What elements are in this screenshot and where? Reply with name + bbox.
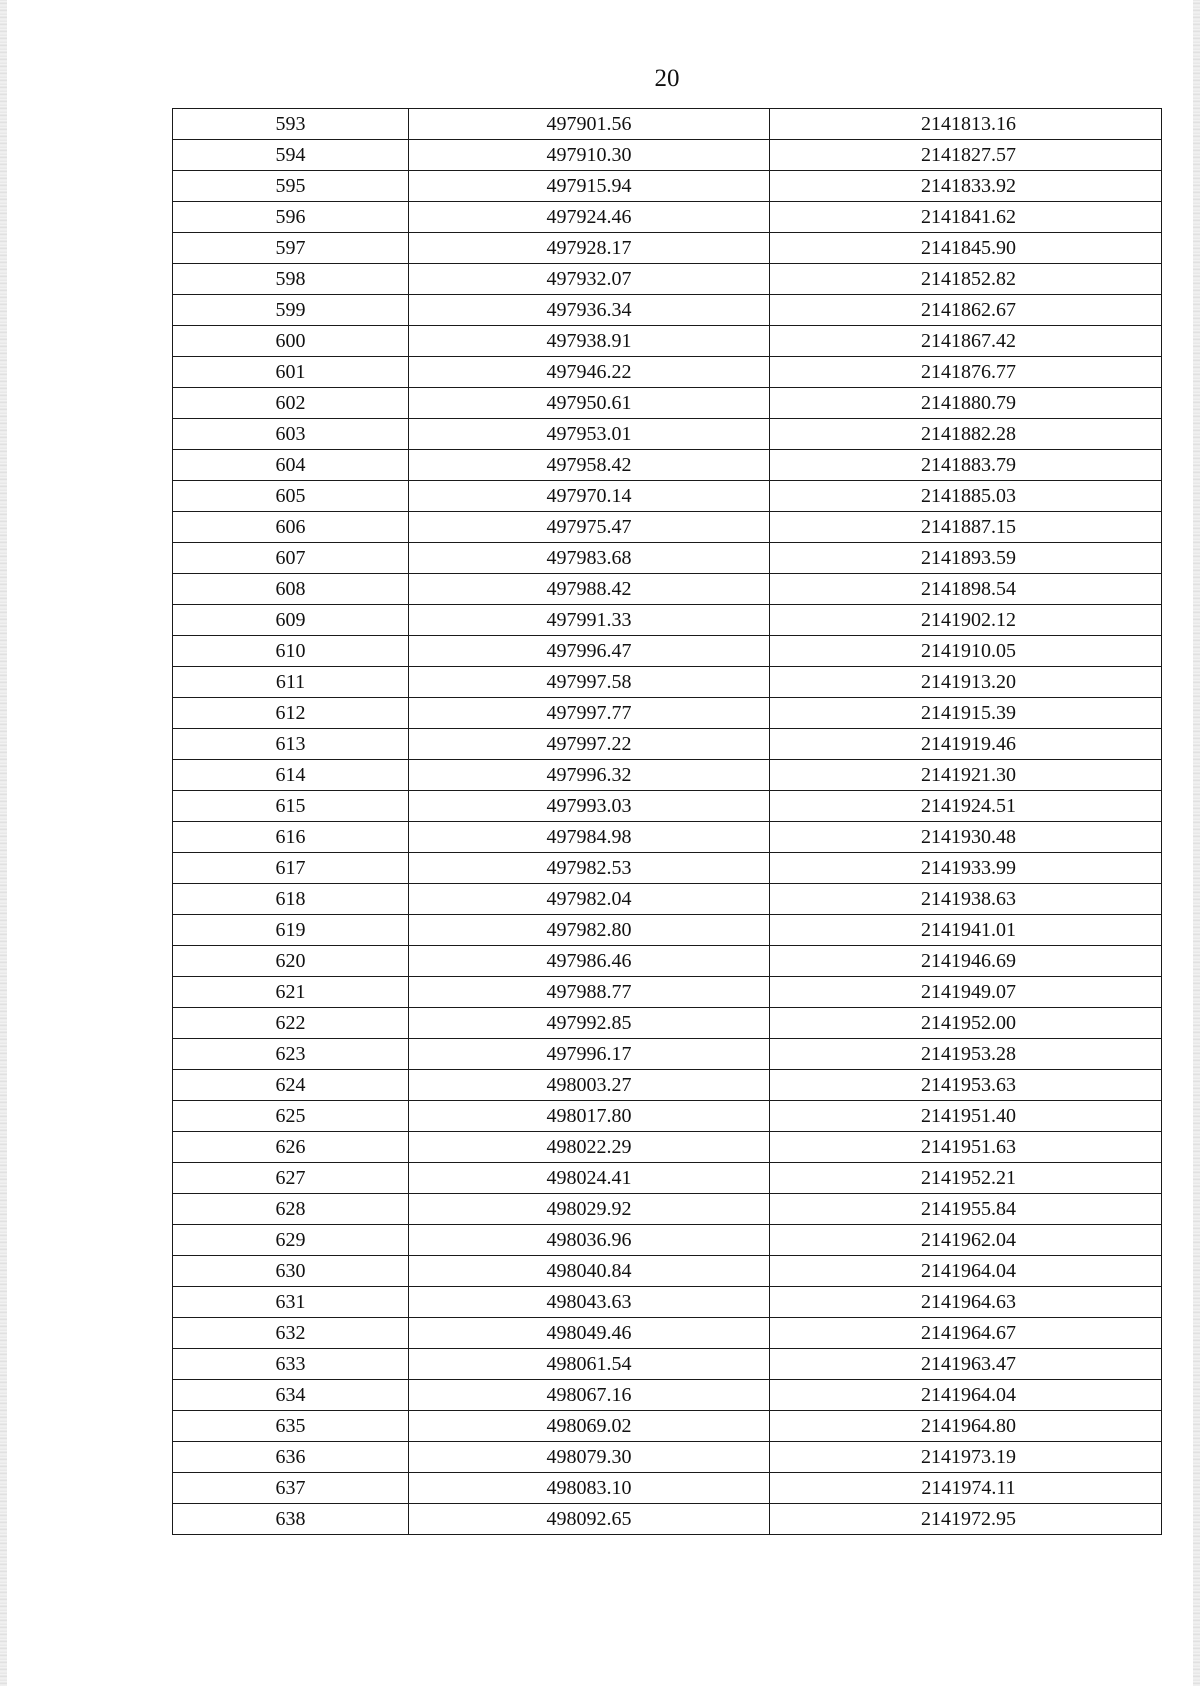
- x-coordinate-cell: 497993.03: [409, 791, 770, 822]
- table-row: [173, 977, 1162, 1008]
- y-coordinate-cell: 2141953.28: [770, 1039, 1162, 1070]
- x-coordinate-cell: 497986.46: [409, 946, 770, 977]
- y-coordinate-cell: 2141902.12: [770, 605, 1162, 636]
- y-coordinate-cell: 2141953.63: [770, 1070, 1162, 1101]
- point-number-cell: 626: [173, 1132, 409, 1163]
- x-coordinate-cell: 497988.42: [409, 574, 770, 605]
- y-coordinate-cell: 2141913.20: [770, 667, 1162, 698]
- point-number-cell: 624: [173, 1070, 409, 1101]
- x-coordinate-cell: 497901.56: [409, 109, 770, 140]
- scan-edge-left: [0, 0, 7, 1686]
- y-coordinate-cell: 2141964.67: [770, 1318, 1162, 1349]
- coordinate-table-body: [173, 109, 1162, 1535]
- x-coordinate-cell: 497982.80: [409, 915, 770, 946]
- y-coordinate-cell: 2141893.59: [770, 543, 1162, 574]
- table-row: [173, 1411, 1162, 1442]
- y-coordinate-cell: 2141952.21: [770, 1163, 1162, 1194]
- x-coordinate-cell: 497953.01: [409, 419, 770, 450]
- table-row: [173, 481, 1162, 512]
- point-number-cell: 625: [173, 1101, 409, 1132]
- y-coordinate-cell: 2141941.01: [770, 915, 1162, 946]
- point-number-cell: 632: [173, 1318, 409, 1349]
- table-row: [173, 1163, 1162, 1194]
- y-coordinate-cell: 2141973.19: [770, 1442, 1162, 1473]
- point-number-cell: 617: [173, 853, 409, 884]
- point-number-cell: 637: [173, 1473, 409, 1504]
- table-row: [173, 1225, 1162, 1256]
- table-row: [173, 605, 1162, 636]
- point-number-cell: 620: [173, 946, 409, 977]
- point-number-cell: 628: [173, 1194, 409, 1225]
- y-coordinate-cell: 2141880.79: [770, 388, 1162, 419]
- y-coordinate-cell: 2141974.11: [770, 1473, 1162, 1504]
- table-row: [173, 140, 1162, 171]
- table-row: [173, 388, 1162, 419]
- x-coordinate-cell: 498043.63: [409, 1287, 770, 1318]
- y-coordinate-cell: 2141946.69: [770, 946, 1162, 977]
- table-row: [173, 1008, 1162, 1039]
- y-coordinate-cell: 2141867.42: [770, 326, 1162, 357]
- point-number-cell: 633: [173, 1349, 409, 1380]
- point-number-cell: 627: [173, 1163, 409, 1194]
- table-row: [173, 1442, 1162, 1473]
- table-row: [173, 357, 1162, 388]
- y-coordinate-cell: 2141898.54: [770, 574, 1162, 605]
- y-coordinate-cell: 2141882.28: [770, 419, 1162, 450]
- table-row: [173, 698, 1162, 729]
- x-coordinate-cell: 498049.46: [409, 1318, 770, 1349]
- y-coordinate-cell: 2141876.77: [770, 357, 1162, 388]
- table-row: [173, 450, 1162, 481]
- table-row: [173, 109, 1162, 140]
- x-coordinate-cell: 497997.77: [409, 698, 770, 729]
- x-coordinate-cell: 497988.77: [409, 977, 770, 1008]
- x-coordinate-cell: 497950.61: [409, 388, 770, 419]
- x-coordinate-cell: 498079.30: [409, 1442, 770, 1473]
- x-coordinate-cell: 498036.96: [409, 1225, 770, 1256]
- table-row: [173, 264, 1162, 295]
- table-row: [173, 1039, 1162, 1070]
- y-coordinate-cell: 2141924.51: [770, 791, 1162, 822]
- table-row: [173, 1256, 1162, 1287]
- point-number-cell: 604: [173, 450, 409, 481]
- x-coordinate-cell: 497910.30: [409, 140, 770, 171]
- x-coordinate-cell: 497991.33: [409, 605, 770, 636]
- table-row: [173, 543, 1162, 574]
- point-number-cell: 621: [173, 977, 409, 1008]
- point-number-cell: 596: [173, 202, 409, 233]
- table-row: [173, 1380, 1162, 1411]
- point-number-cell: 613: [173, 729, 409, 760]
- table-row: [173, 760, 1162, 791]
- table-row: [173, 419, 1162, 450]
- point-number-cell: 630: [173, 1256, 409, 1287]
- y-coordinate-cell: 2141962.04: [770, 1225, 1162, 1256]
- x-coordinate-cell: 497975.47: [409, 512, 770, 543]
- y-coordinate-cell: 2141951.63: [770, 1132, 1162, 1163]
- x-coordinate-cell: 497915.94: [409, 171, 770, 202]
- y-coordinate-cell: 2141933.99: [770, 853, 1162, 884]
- x-coordinate-cell: 497970.14: [409, 481, 770, 512]
- table-row: [173, 512, 1162, 543]
- table-row: [173, 574, 1162, 605]
- x-coordinate-cell: 497938.91: [409, 326, 770, 357]
- y-coordinate-cell: 2141813.16: [770, 109, 1162, 140]
- y-coordinate-cell: 2141852.82: [770, 264, 1162, 295]
- table-row: [173, 171, 1162, 202]
- x-coordinate-cell: 497982.04: [409, 884, 770, 915]
- point-number-cell: 615: [173, 791, 409, 822]
- point-number-cell: 600: [173, 326, 409, 357]
- point-number-cell: 606: [173, 512, 409, 543]
- y-coordinate-cell: 2141919.46: [770, 729, 1162, 760]
- x-coordinate-cell: 498003.27: [409, 1070, 770, 1101]
- table-row: [173, 636, 1162, 667]
- y-coordinate-cell: 2141972.95: [770, 1504, 1162, 1535]
- point-number-cell: 611: [173, 667, 409, 698]
- y-coordinate-cell: 2141964.04: [770, 1256, 1162, 1287]
- point-number-cell: 614: [173, 760, 409, 791]
- table-row: [173, 233, 1162, 264]
- x-coordinate-cell: 498024.41: [409, 1163, 770, 1194]
- table-row: [173, 1287, 1162, 1318]
- x-coordinate-cell: 497996.47: [409, 636, 770, 667]
- y-coordinate-cell: 2141885.03: [770, 481, 1162, 512]
- y-coordinate-cell: 2141862.67: [770, 295, 1162, 326]
- point-number-cell: 603: [173, 419, 409, 450]
- table-row: [173, 1318, 1162, 1349]
- y-coordinate-cell: 2141841.62: [770, 202, 1162, 233]
- x-coordinate-cell: 498083.10: [409, 1473, 770, 1504]
- point-number-cell: 607: [173, 543, 409, 574]
- point-number-cell: 594: [173, 140, 409, 171]
- y-coordinate-cell: 2141930.48: [770, 822, 1162, 853]
- point-number-cell: 593: [173, 109, 409, 140]
- x-coordinate-cell: 498022.29: [409, 1132, 770, 1163]
- table-row: [173, 822, 1162, 853]
- y-coordinate-cell: 2141921.30: [770, 760, 1162, 791]
- y-coordinate-cell: 2141964.80: [770, 1411, 1162, 1442]
- table-row: [173, 1132, 1162, 1163]
- point-number-cell: 612: [173, 698, 409, 729]
- y-coordinate-cell: 2141949.07: [770, 977, 1162, 1008]
- x-coordinate-cell: 498040.84: [409, 1256, 770, 1287]
- page-number: 20: [654, 65, 680, 92]
- table-row: [173, 853, 1162, 884]
- point-number-cell: 610: [173, 636, 409, 667]
- y-coordinate-cell: 2141833.92: [770, 171, 1162, 202]
- x-coordinate-cell: 497928.17: [409, 233, 770, 264]
- point-number-cell: 608: [173, 574, 409, 605]
- table-row: [173, 1070, 1162, 1101]
- point-number-cell: 636: [173, 1442, 409, 1473]
- x-coordinate-cell: 497936.34: [409, 295, 770, 326]
- x-coordinate-cell: 498029.92: [409, 1194, 770, 1225]
- y-coordinate-cell: 2141964.63: [770, 1287, 1162, 1318]
- point-number-cell: 619: [173, 915, 409, 946]
- x-coordinate-cell: 497997.58: [409, 667, 770, 698]
- table-row: [173, 946, 1162, 977]
- table-row: [173, 915, 1162, 946]
- table-row: [173, 202, 1162, 233]
- point-number-cell: 605: [173, 481, 409, 512]
- x-coordinate-cell: 497997.22: [409, 729, 770, 760]
- point-number-cell: 623: [173, 1039, 409, 1070]
- point-number-cell: 635: [173, 1411, 409, 1442]
- table-row: [173, 1194, 1162, 1225]
- x-coordinate-cell: 497958.42: [409, 450, 770, 481]
- table-row: [173, 791, 1162, 822]
- x-coordinate-cell: 497932.07: [409, 264, 770, 295]
- y-coordinate-cell: 2141910.05: [770, 636, 1162, 667]
- x-coordinate-cell: 498061.54: [409, 1349, 770, 1380]
- point-number-cell: 622: [173, 1008, 409, 1039]
- point-number-cell: 618: [173, 884, 409, 915]
- point-number-cell: 599: [173, 295, 409, 326]
- table-row: [173, 667, 1162, 698]
- table-row: [173, 1504, 1162, 1535]
- y-coordinate-cell: 2141915.39: [770, 698, 1162, 729]
- table-row: [173, 1473, 1162, 1504]
- y-coordinate-cell: 2141845.90: [770, 233, 1162, 264]
- point-number-cell: 631: [173, 1287, 409, 1318]
- x-coordinate-cell: 497996.32: [409, 760, 770, 791]
- x-coordinate-cell: 498092.65: [409, 1504, 770, 1535]
- y-coordinate-cell: 2141887.15: [770, 512, 1162, 543]
- y-coordinate-cell: 2141955.84: [770, 1194, 1162, 1225]
- coordinate-table: [172, 108, 1162, 1535]
- point-number-cell: 609: [173, 605, 409, 636]
- table-row: [173, 326, 1162, 357]
- table-row: [173, 1101, 1162, 1132]
- point-number-cell: 602: [173, 388, 409, 419]
- table-row: [173, 884, 1162, 915]
- y-coordinate-cell: 2141883.79: [770, 450, 1162, 481]
- x-coordinate-cell: 497984.98: [409, 822, 770, 853]
- y-coordinate-cell: 2141964.04: [770, 1380, 1162, 1411]
- table-row: [173, 1349, 1162, 1380]
- x-coordinate-cell: 498017.80: [409, 1101, 770, 1132]
- x-coordinate-cell: 497946.22: [409, 357, 770, 388]
- table-row: [173, 295, 1162, 326]
- x-coordinate-cell: 497996.17: [409, 1039, 770, 1070]
- point-number-cell: 597: [173, 233, 409, 264]
- point-number-cell: 616: [173, 822, 409, 853]
- x-coordinate-cell: 497983.68: [409, 543, 770, 574]
- y-coordinate-cell: 2141827.57: [770, 140, 1162, 171]
- y-coordinate-cell: 2141963.47: [770, 1349, 1162, 1380]
- x-coordinate-cell: 497982.53: [409, 853, 770, 884]
- y-coordinate-cell: 2141951.40: [770, 1101, 1162, 1132]
- point-number-cell: 601: [173, 357, 409, 388]
- x-coordinate-cell: 498067.16: [409, 1380, 770, 1411]
- point-number-cell: 638: [173, 1504, 409, 1535]
- point-number-cell: 634: [173, 1380, 409, 1411]
- y-coordinate-cell: 2141938.63: [770, 884, 1162, 915]
- y-coordinate-cell: 2141952.00: [770, 1008, 1162, 1039]
- x-coordinate-cell: 498069.02: [409, 1411, 770, 1442]
- x-coordinate-cell: 497992.85: [409, 1008, 770, 1039]
- table-row: [173, 729, 1162, 760]
- point-number-cell: 629: [173, 1225, 409, 1256]
- x-coordinate-cell: 497924.46: [409, 202, 770, 233]
- point-number-cell: 595: [173, 171, 409, 202]
- point-number-cell: 598: [173, 264, 409, 295]
- scan-edge-right: [1193, 0, 1200, 1686]
